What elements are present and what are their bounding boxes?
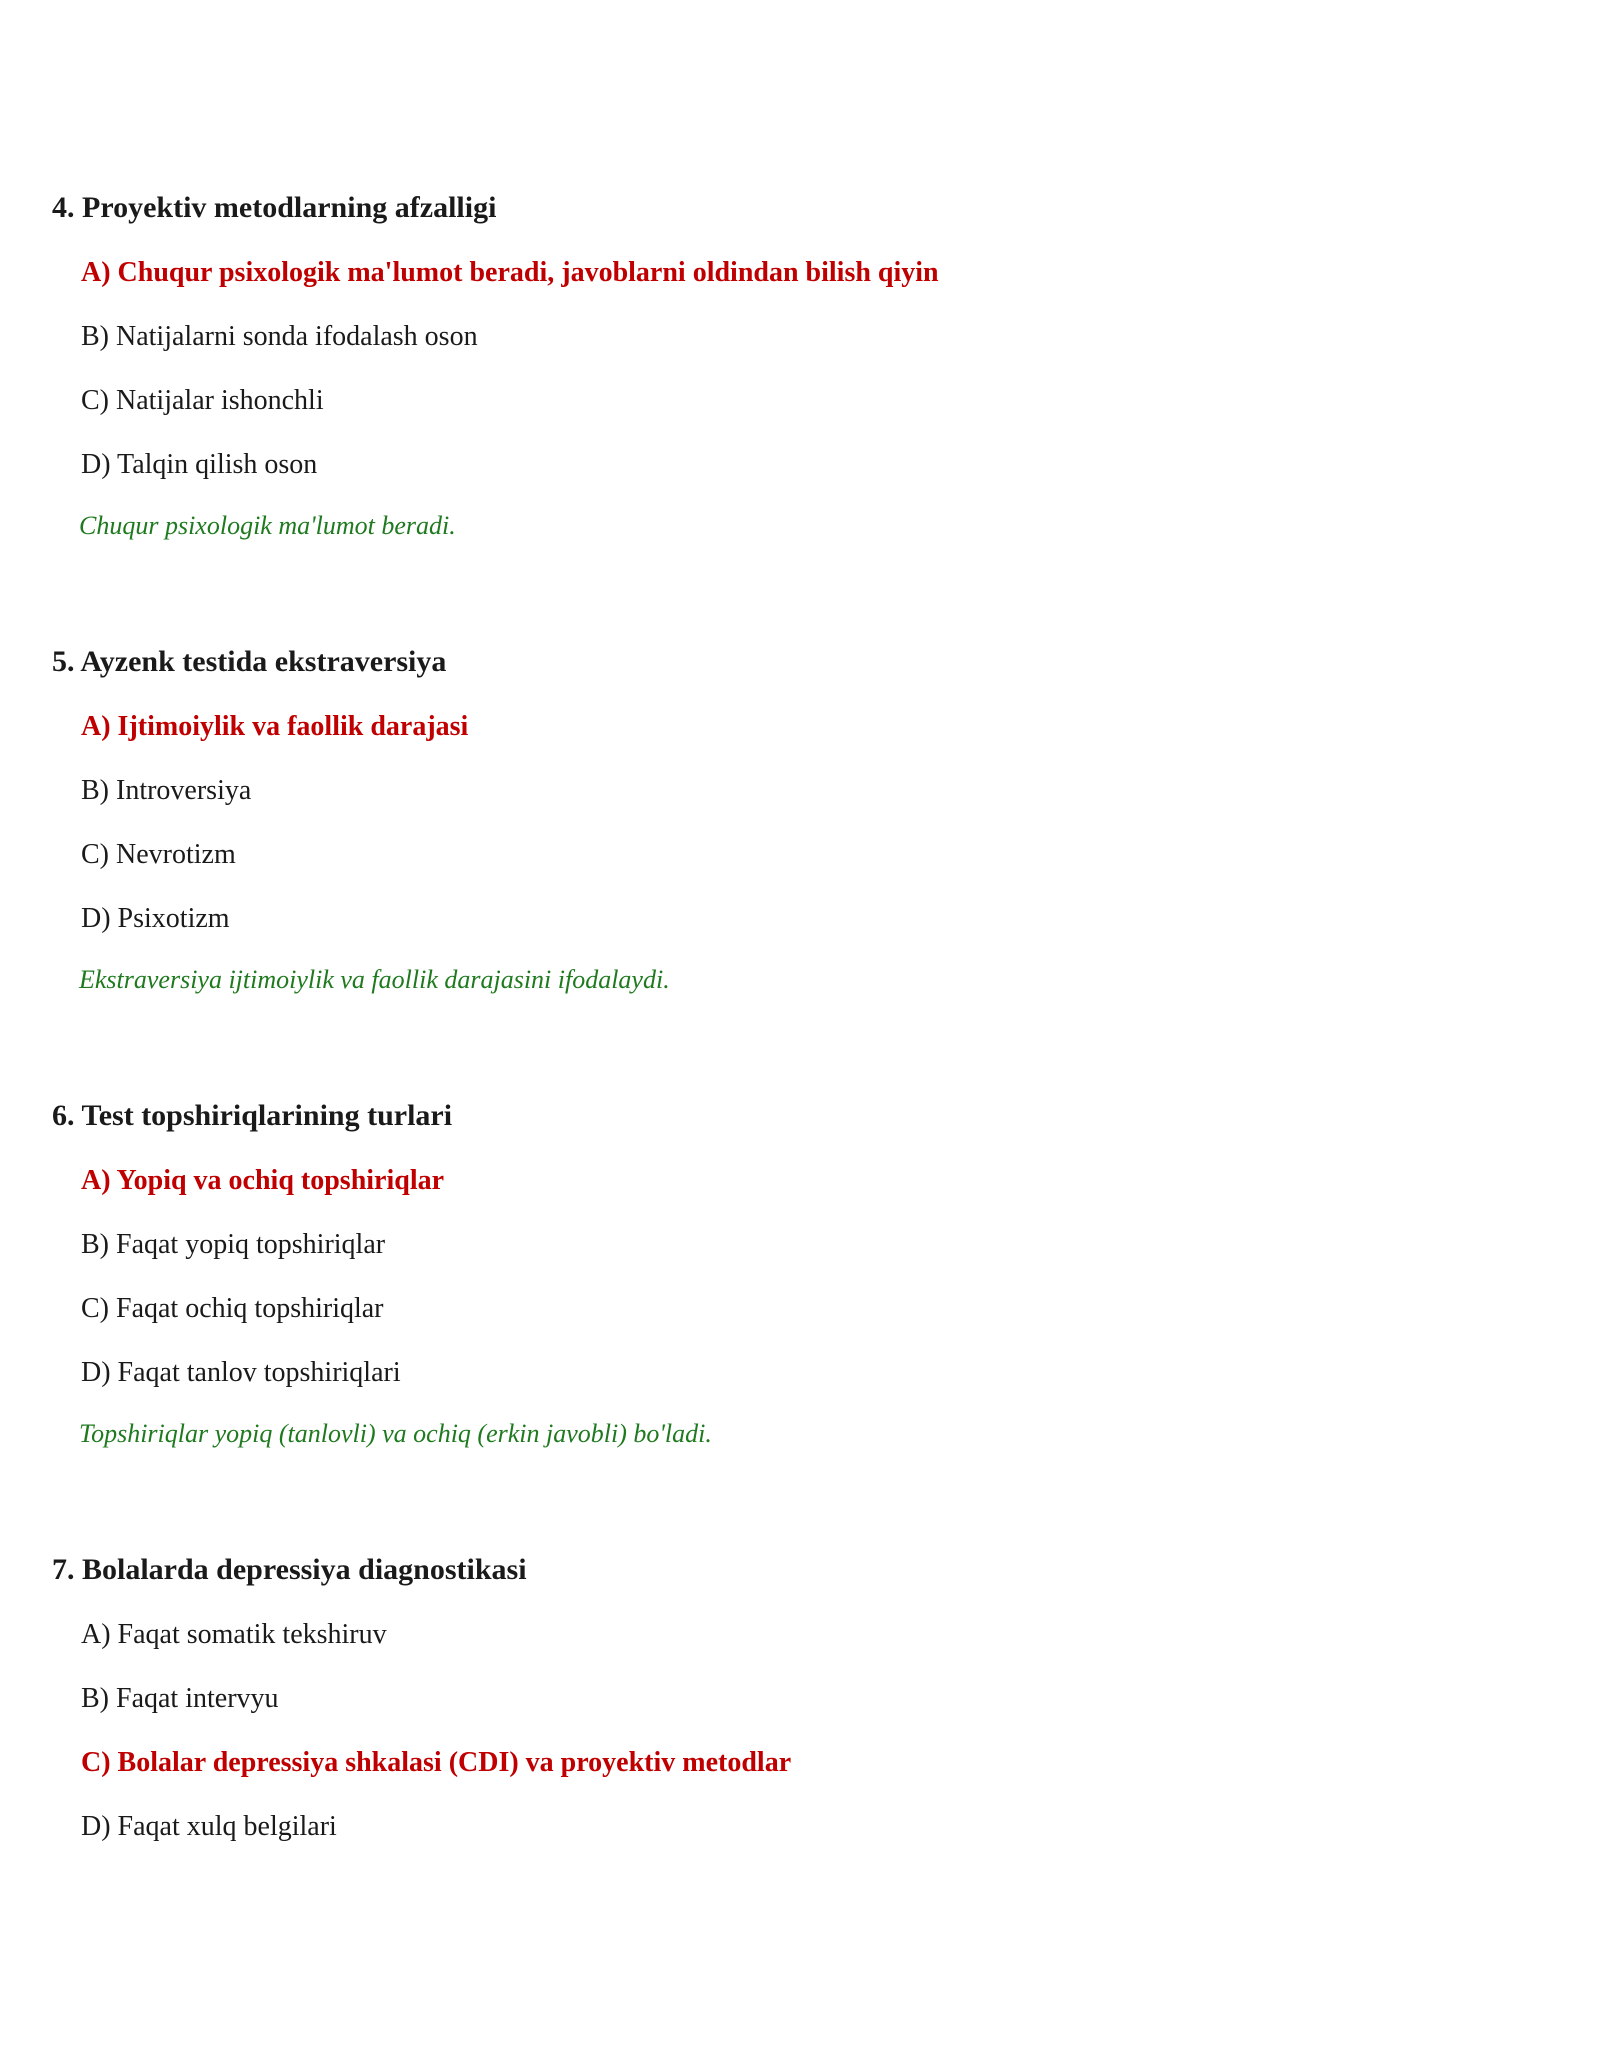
option-b: B) Introversiya	[81, 775, 252, 806]
option-a-correct: A) Chuqur psixologik ma'lumot beradi, javoblarni oldindan bilish qiyin	[81, 257, 939, 288]
option-c: C) Faqat ochiq topshiriqlar	[81, 1293, 384, 1324]
question-5	[52, 642, 1532, 998]
question-4	[52, 188, 1532, 544]
option-d: D) Faqat tanlov topshiriqlari	[81, 1357, 401, 1388]
explanation-text: Topshiriqlar yopiq (tanlovli) va ochiq (erkin javobli) bo'ladi.	[79, 1419, 712, 1448]
question-title: 6. Test topshiriqlarining turlari	[52, 1099, 453, 1132]
option-d: D) Faqat xulq belgilari	[81, 1811, 337, 1842]
option-b: B) Faqat yopiq topshiriqlar	[81, 1229, 386, 1260]
explanation-text: Chuqur psixologik ma'lumot beradi.	[79, 511, 456, 540]
option-a: A) Faqat somatik tekshiruv	[81, 1619, 387, 1650]
option-d: D) Psixotizm	[81, 903, 230, 934]
option-b: B) Faqat intervyu	[81, 1683, 279, 1714]
question-7	[52, 1550, 1532, 1872]
option-b: B) Natijalarni sonda ifodalash oson	[81, 321, 478, 352]
question-title: 4. Proyektiv metodlarning afzalligi	[52, 191, 497, 224]
option-c: C) Natijalar ishonchli	[81, 385, 324, 416]
question-title: 7. Bolalarda depressiya diagnostikasi	[52, 1553, 527, 1586]
question-6	[52, 1096, 1532, 1452]
option-d: D) Talqin qilish oson	[81, 449, 318, 480]
explanation-text: Ekstraversiya ijtimoiylik va faollik darajasini ifodalaydi.	[79, 965, 670, 994]
option-a-correct: A) Yopiq va ochiq topshiriqlar	[81, 1165, 445, 1196]
option-c-correct: C) Bolalar depressiya shkalasi (CDI) va proyektiv metodlar	[81, 1747, 792, 1778]
option-c: C) Nevrotizm	[81, 839, 236, 870]
option-a-correct: A) Ijtimoiylik va faollik darajasi	[81, 711, 469, 742]
question-title: 5. Ayzenk testida ekstraversiya	[52, 645, 447, 678]
